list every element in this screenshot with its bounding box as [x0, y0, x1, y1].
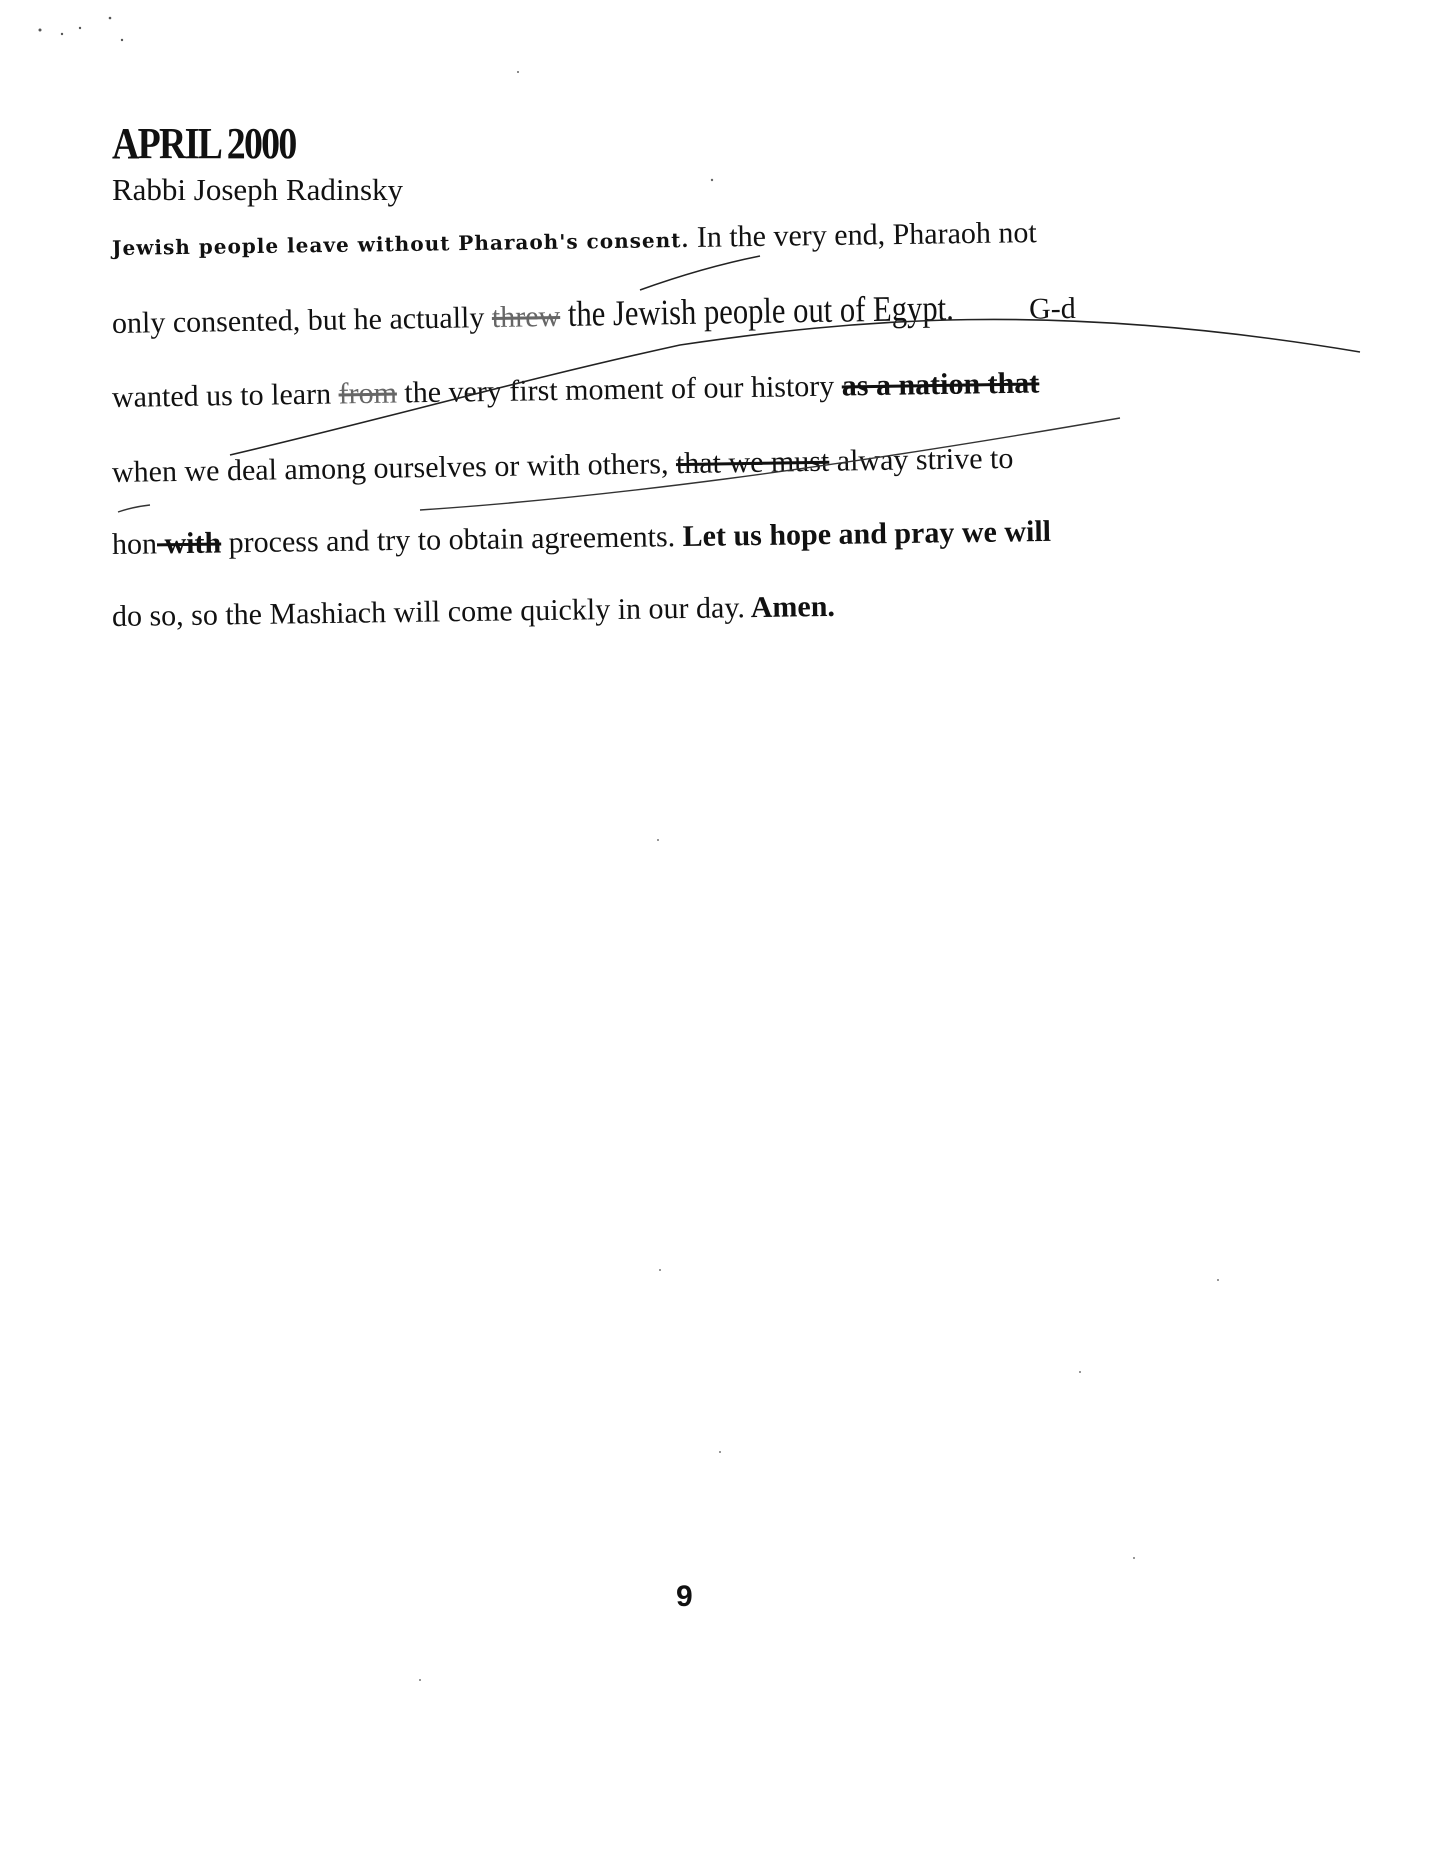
line-5-struck-word: with: [156, 526, 222, 561]
line-2-inserted-phrase: the Jewish people out of Egypt.: [567, 287, 954, 334]
body-line-1: [112, 215, 1037, 266]
line-5-segment-1: hon: [111, 527, 158, 561]
line-2-segment-1: only consented, but he actually: [111, 301, 493, 340]
line-4-struck-phrase: that we must: [675, 444, 830, 481]
line-3-struck-word: from: [338, 376, 398, 411]
line-3-segment-3: the very first moment of our history: [396, 369, 843, 410]
document-title: APRIL 2000: [112, 119, 296, 168]
line-3-struck-phrase: as a nation that: [841, 366, 1040, 403]
line-2-struck-word: threw: [491, 299, 561, 335]
line-3-segment-1: wanted us to learn: [111, 377, 339, 414]
line-5-segment-3: process and try to obtain agreements.: [220, 520, 676, 560]
line-1-segment-2: In the very end, Pharaoh not: [689, 216, 1037, 254]
body-line-4: [112, 441, 1014, 491]
line-5-segment-4: Let us hope and pray we will: [674, 514, 1052, 554]
line-2-space: [560, 300, 568, 333]
body-line-2: [112, 288, 1076, 342]
line-6-segment-1: do so, so the Mashiach will come quickly in our day.: [111, 591, 746, 633]
body-line-6: [112, 589, 835, 635]
body-line-3: [112, 365, 1040, 416]
line-6-segment-2: Amen.: [744, 589, 836, 625]
line-4-segment-1: when we deal among ourselves or with others,: [111, 447, 677, 489]
pen-stroke-4: [118, 505, 150, 512]
body-line-5: [112, 514, 1052, 563]
pen-stroke-1: [640, 256, 760, 290]
line-2-segment-5: G-d: [1021, 291, 1076, 326]
line-1-segment-1: Jewish people leave without Pharaoh's consent.: [111, 227, 690, 260]
page-number: 9: [676, 1580, 693, 1613]
line-4-segment-3: alway strive to: [828, 441, 1014, 478]
document-author: Rabbi Joseph Radinsky: [112, 172, 404, 207]
